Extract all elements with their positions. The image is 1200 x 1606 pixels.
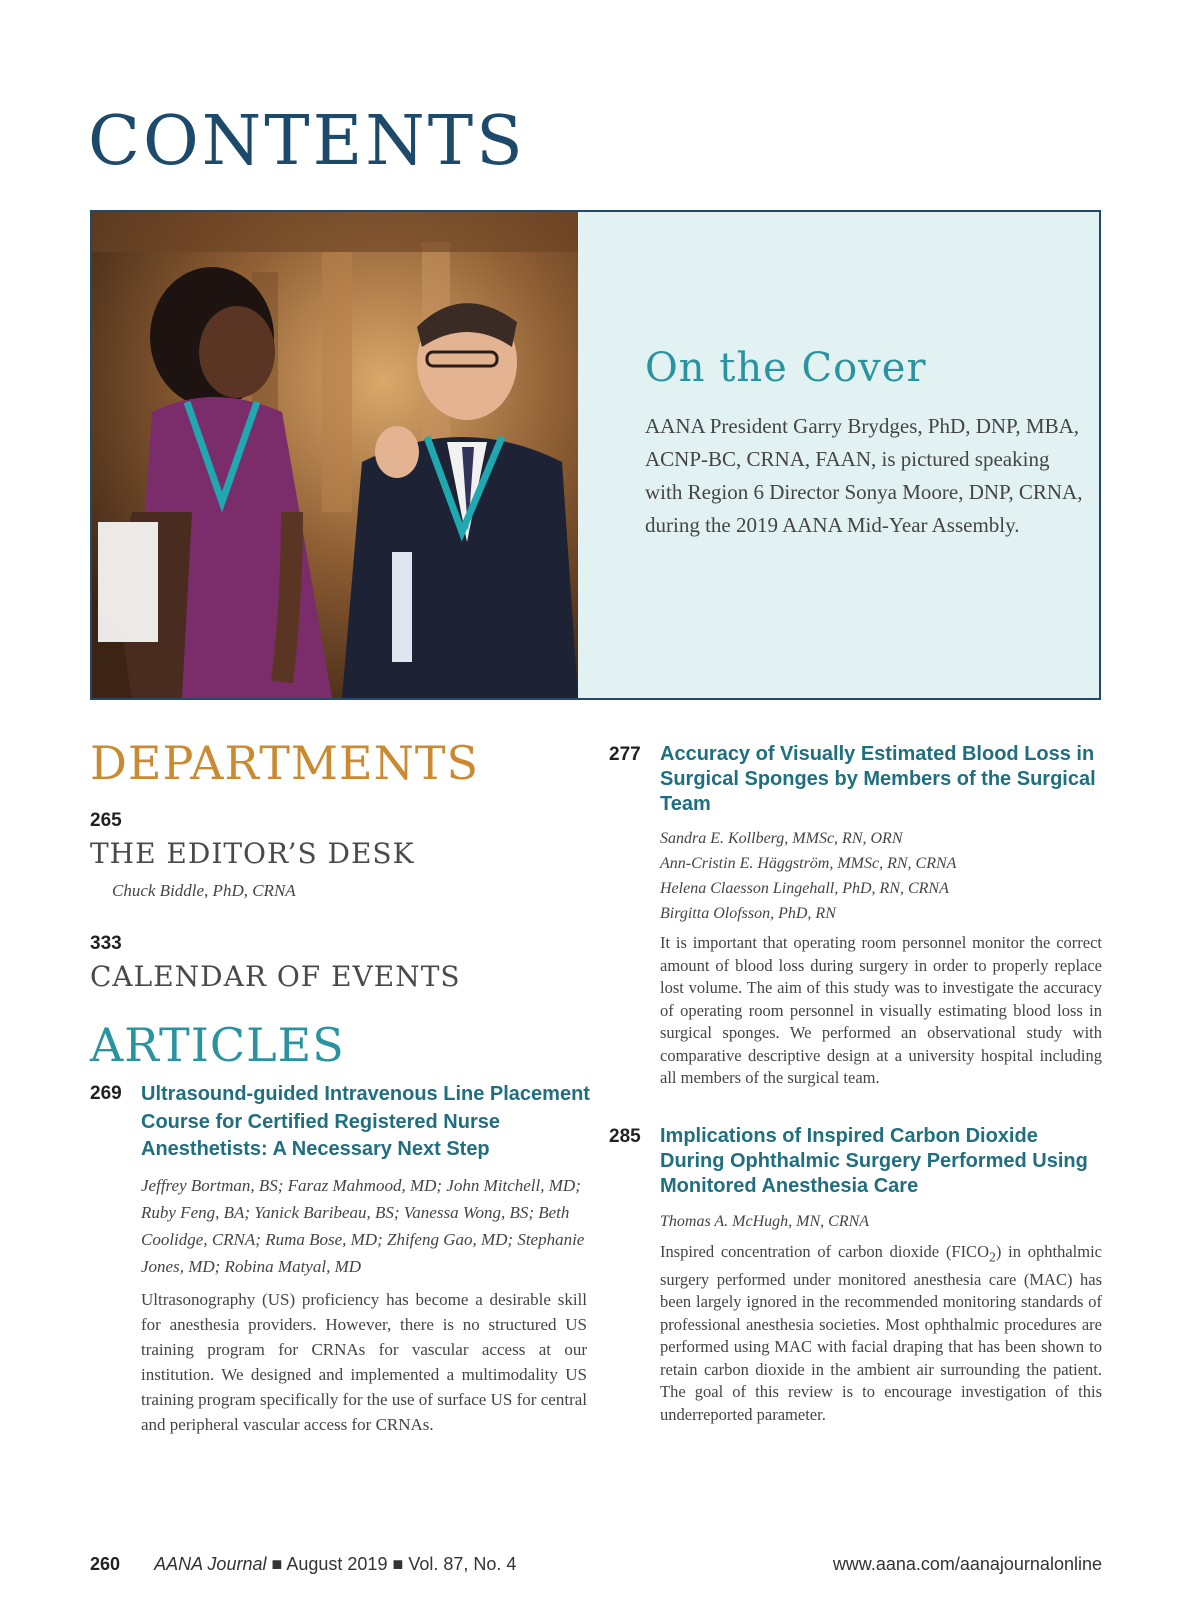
article-277-author-4: Birgitta Olofsson, PhD, RN	[660, 905, 836, 922]
footer-journal: AANA Journal	[154, 1554, 267, 1574]
editors-desk-author: Chuck Biddle, PhD, CRNA	[112, 881, 296, 900]
article-285-page: 285	[609, 1126, 641, 1147]
footer-separator-icon: ■	[392, 1554, 404, 1574]
article-277-author-3: Helena Claesson Lingehall, PhD, RN, CRNA	[660, 880, 949, 897]
footer-page-number: 260	[90, 1554, 121, 1574]
article-269-authors: Jeffrey Bortman, BS; Faraz Mahmood, MD; John Mitchell, MD; Ruby Feng, BA; Yanick Baribeau, BS; Vanessa Wong, BS; Beth Coolidge, CRNA; Ruma Bose, MD; Zhifeng Gao, MD; Stephanie Jones, MD; Robina Matyal, MD	[141, 1176, 585, 1276]
footer-left	[90, 1554, 516, 1575]
footer-issue-date: August 2019	[286, 1554, 388, 1574]
cover-heading: On the Cover	[645, 345, 927, 391]
calendar-title[interactable]: CALENDAR OF EVENTS	[90, 960, 461, 993]
article-277-abstract: It is important that operating room personnel monitor the correct amount of blood loss during surgery in order to properly replace lost volume. The aim of this study was to investigate the accuracy of operating room personnel in visually estimating blood loss in surgical sponges. We performed an observational study with comparative descriptive design at a university hospital including all members of the surgical team.	[660, 933, 1102, 1087]
article-269-abstract: Ultrasonography (US) proficiency has become a desirable skill for anesthesia providers. However, there is no structured US training program for CRNAs for vascular access at our institution. We designed and implemented a multimodality US training program specifically for the use of surface US for central and peripheral vascular access for CRNAs.	[141, 1290, 587, 1434]
footer-separator-icon: ■	[271, 1554, 283, 1574]
article-277-author-1: Sandra E. Kollberg, MMSc, RN, ORN	[660, 830, 903, 847]
cover-box	[90, 210, 1101, 700]
article-285-abstract-rest: ) in ophthalmic surgery performed under monitored anesthesia care (MAC) has been largely ignored in the recommended monitoring standards of professional anesthesia societies. Most ophthalmic procedures are performed using MAC with facial draping that has been shown to retain carbon dioxide in the ambient air surrounding the patient. The goal of this review is to encourage investigation of this underreported parameter.	[660, 1242, 1102, 1424]
article-277-page: 277	[609, 744, 641, 765]
editors-desk-page: 265	[90, 810, 122, 831]
article-285-abstract-sub: 2	[988, 1249, 996, 1265]
articles-heading: ARTICLES	[90, 1018, 345, 1072]
page-title: CONTENTS	[88, 102, 526, 181]
footer-url[interactable]: www.aana.com/aanajournalonline	[832, 1554, 1102, 1574]
article-277-author-2: Ann-Cristin E. Häggström, MMSc, RN, CRNA	[660, 855, 957, 872]
cover-photo	[92, 212, 578, 698]
editors-desk-title[interactable]: THE EDITOR’S DESK	[90, 837, 415, 870]
article-285-authors: Thomas A. McHugh, MN, CRNA	[660, 1213, 870, 1230]
footer-volume: Vol. 87, No. 4	[408, 1554, 517, 1574]
calendar-page: 333	[90, 933, 122, 954]
departments-heading: DEPARTMENTS	[90, 736, 480, 790]
article-285-abstract	[660, 1241, 1102, 1426]
article-277-title[interactable]: Accuracy of Visually Estimated Blood Loss in Surgical Sponges by Members of the Surgical Team	[660, 743, 1096, 815]
article-269-title[interactable]: Ultrasound-guided Intravenous Line Placement Course for Certified Registered Nurse Anesthetists: A Necessary Next Step	[141, 1083, 590, 1160]
cover-caption: AANA President Garry Brydges, PhD, DNP, MBA, ACNP-BC, CRNA, FAAN, is pictured speaking with Region 6 Director Sonya Moore, DNP, CRNA, during the 2019 AANA Mid-Year Assembly.	[645, 414, 1083, 537]
article-269-page: 269	[90, 1083, 122, 1104]
article-285-abstract-prefix: Inspired concentration of carbon dioxide (FICO	[660, 1242, 989, 1261]
article-285-title[interactable]: Implications of Inspired Carbon Dioxide During Ophthalmic Surgery Performed Using Monitored Anesthesia Care	[660, 1125, 1088, 1197]
